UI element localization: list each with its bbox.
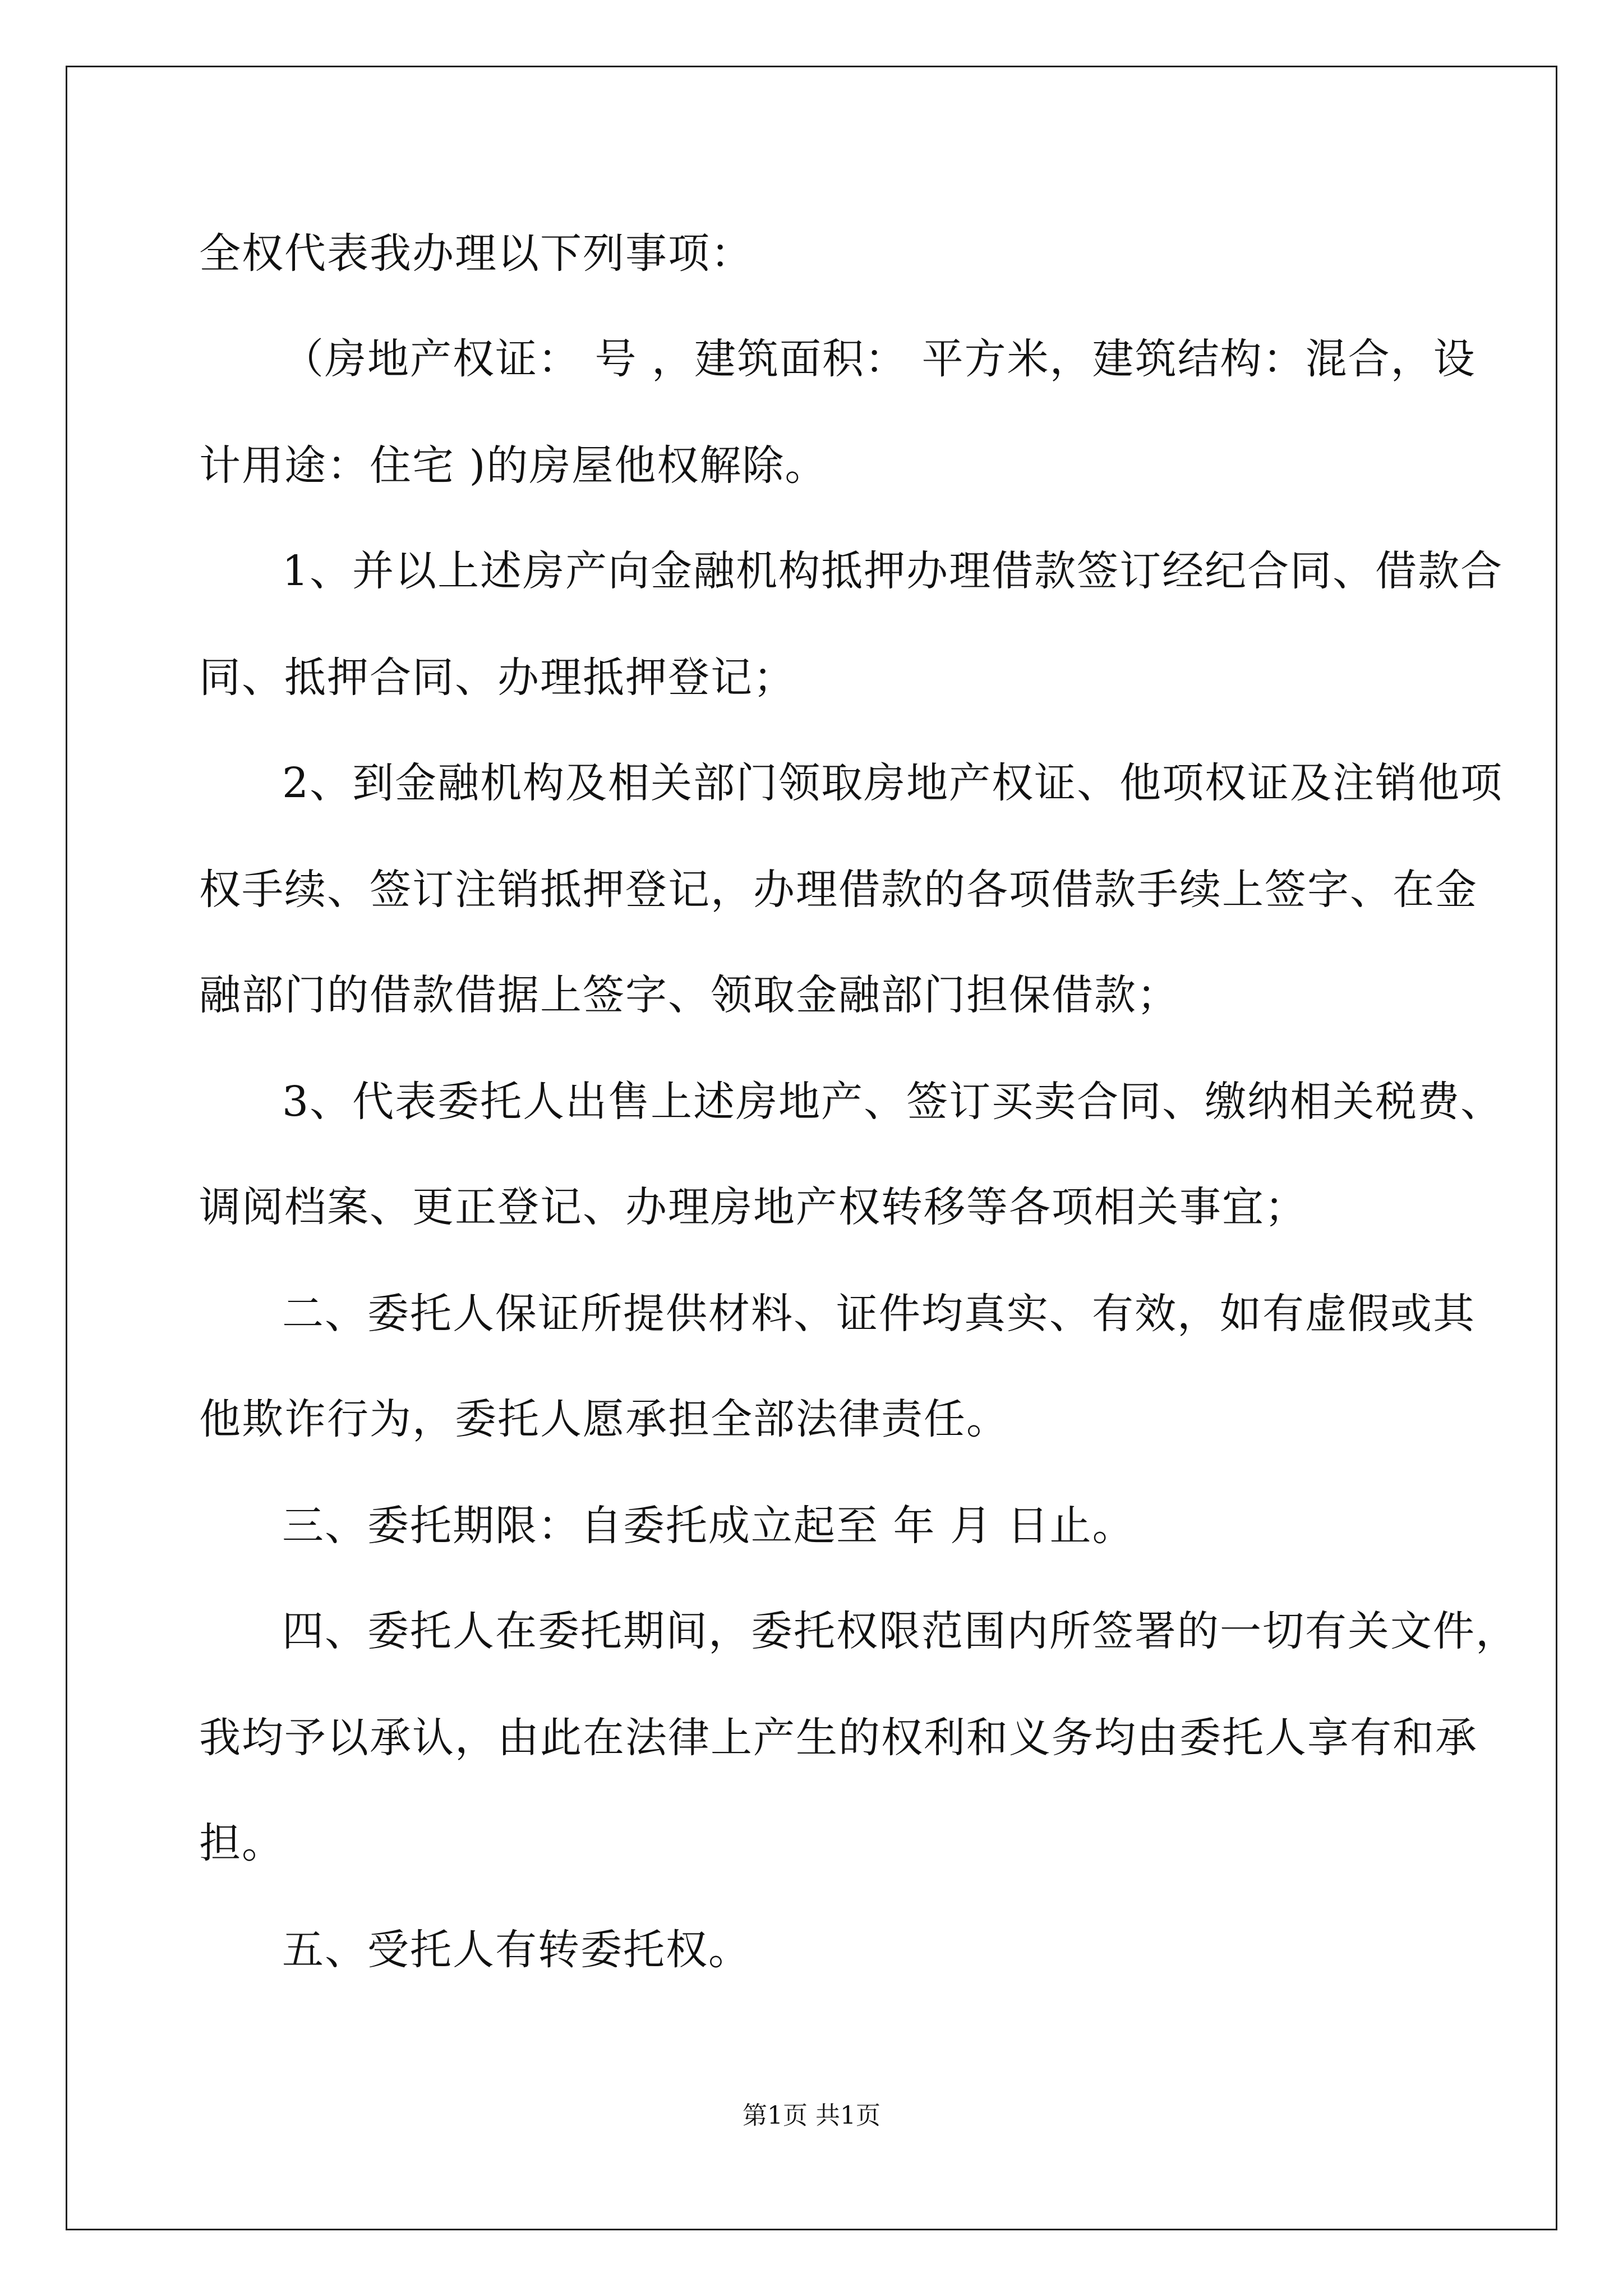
text-line-6: 2、到金融机构及相关部门领取房地产权证、他项权证及注销他项 [282,759,1504,807]
text-line-15: 我均予以承认，由此在法律上产生的权利和义务均由委托人享有和承 [199,1714,1478,1762]
page-number-footer: 第1页 共1页 [743,2101,880,2130]
text-line-2: （房地产权证： 号 ，建筑面积： 平方米，建筑结构：混合，设 [282,335,1476,383]
text-line-9: 3、代表委托人出售上述房地产、签订买卖合同、缴纳相关税费、 [282,1078,1504,1126]
text-line-12: 他欺诈行为，委托人愿承担全部法律责任。 [199,1395,1009,1443]
text-line-11: 二、委托人保证所提供材料、证件均真实、有效，如有虚假或其 [282,1290,1476,1338]
text-line-7: 权手续、签订注销抵押登记，办理借款的各项借款手续上签字、在金 [199,866,1478,914]
text-line-13: 三、委托期限：自委托成立起至 年 月 日止。 [282,1502,1135,1550]
text-line-3: 计用途：住宅 )的房屋他权解除。 [199,441,828,490]
text-line-17: 五、受托人有转委托权。 [282,1926,751,1974]
text-line-1: 全权代表我办理以下列事项： [199,229,753,278]
text-line-8: 融部门的借款借据上签字、领取金融部门担保借款； [199,971,1179,1019]
text-line-10: 调阅档案、更正登记、办理房地产权转移等各项相关事宜； [199,1183,1307,1231]
text-line-4: 1、并以上述房产向金融机构抵押办理借款签订经纪合同、借款合 [282,547,1504,595]
text-line-16: 担。 [199,1819,284,1867]
text-line-5: 同、抵押合同、办理抵押登记； [199,654,796,702]
page-border [66,66,1557,2230]
text-line-14: 四、委托人在委托期间，委托权限范围内所签署的一切有关文件， [282,1607,1518,1655]
